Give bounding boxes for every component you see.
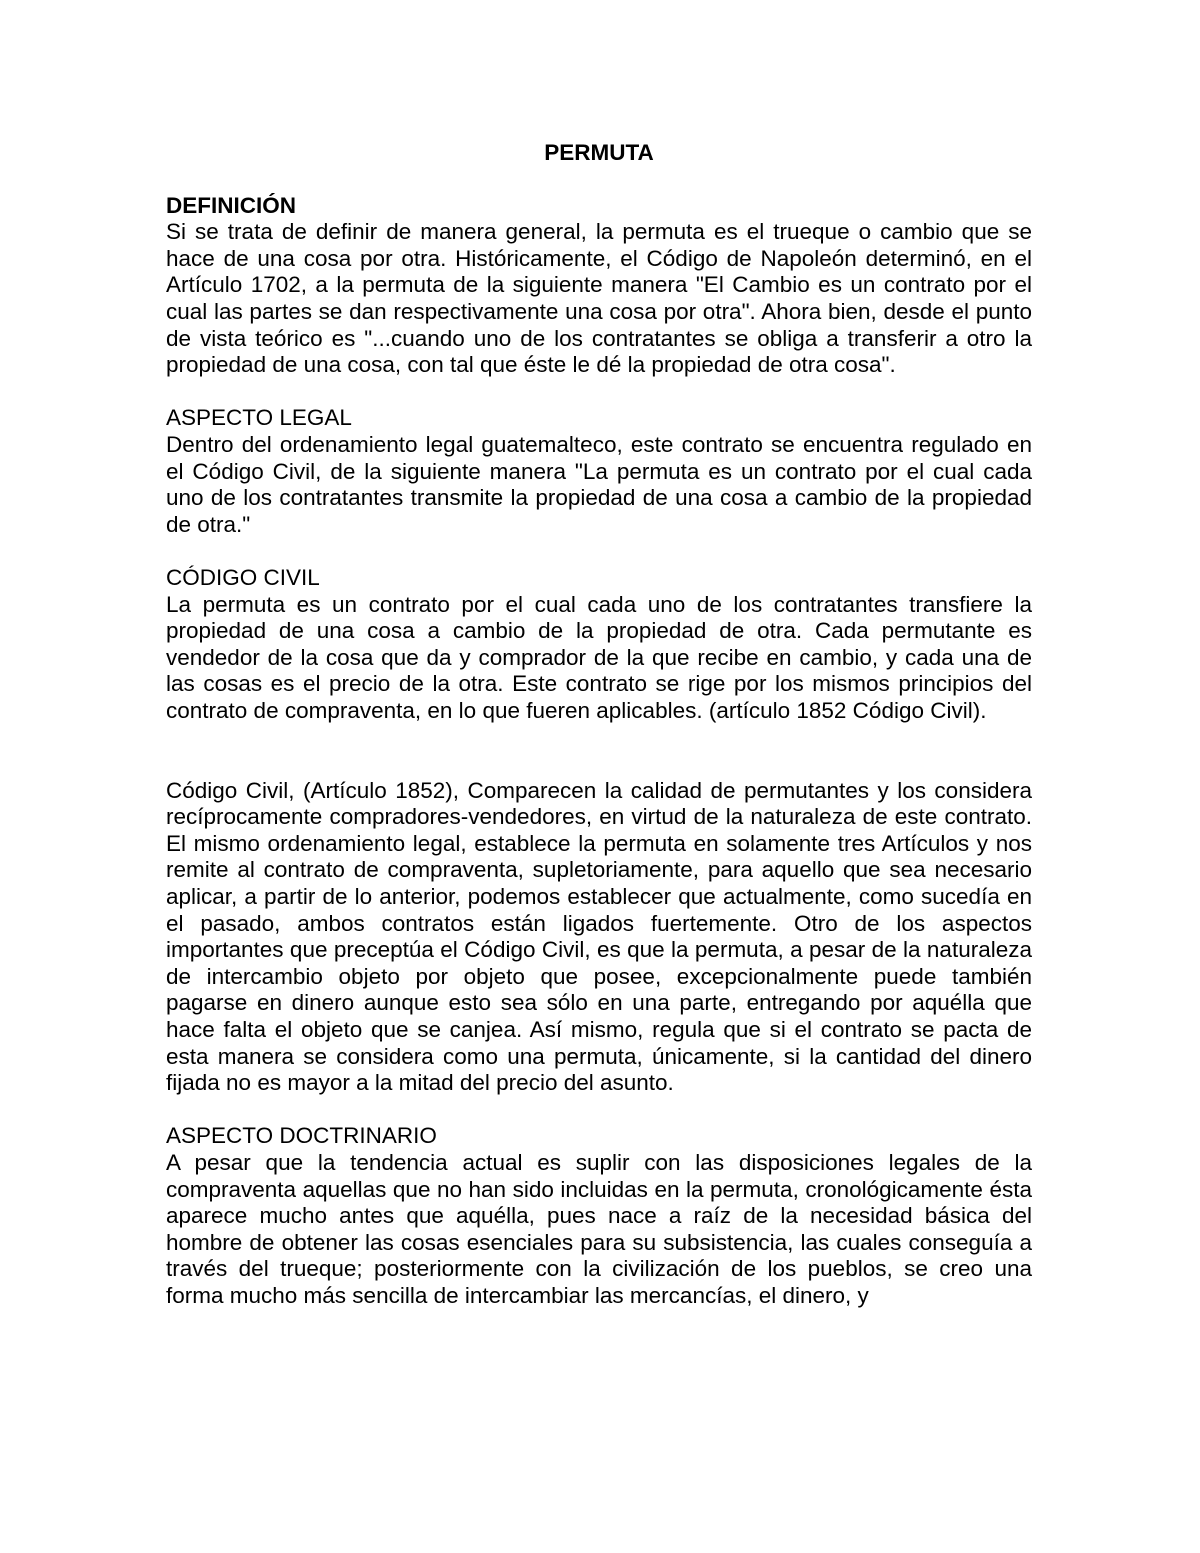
document-title: PERMUTA [544,140,654,165]
paragraph-spacer [166,724,1032,777]
paragraph-aspecto-doctrinario: A pesar que la tendencia actual es suplir con las disposiciones legales de la compraventa aquellas que no han sido incluidas en la permuta, cronológicamente ésta aparece mucho antes que aquélla, pues nace a raíz de la necesidad básica del hombre de obtener las cosas esenciales para su subsistencia, las cuales conseguía a través del trueque; posteriormente con la civilización de los pueblos, se creo una forma mucho más sencilla de intercambiar las mercancías, el dinero, y [166,1149,1032,1308]
heading-aspecto-legal: ASPECTO LEGAL [166,405,352,431]
paragraph-spacer [166,379,1032,406]
paragraph-codigo-civil: La permuta es un contrato por el cual cada uno de los contratantes transfiere la propiedad de una cosa a cambio de la propiedad de otra. Cada permutante es vendedor de la cosa que da y comprador de la que recibe en cambio, y cada una de las cosas es el precio de la otra. Este contrato se rige por los mismos principios del contrato de compraventa, en lo que fueren aplicables. (artículo 1852 Código Civil). [166,591,1032,723]
paragraph-spacer [166,1097,1032,1124]
heading-definicion: DEFINICIÓN [166,192,297,218]
heading-codigo-civil: CÓDIGO CIVIL [166,564,320,590]
heading-aspecto-doctrinario: ASPECTO DOCTRINARIO [166,1123,437,1149]
paragraph-spacer [166,538,1032,565]
paragraph-definicion: Si se trata de definir de manera general, la permuta es el trueque o cambio que se hace de una cosa por otra. Históricamente, el Código de Napoleón determinó, en el Artículo 1702, a la permuta de la siguiente manera "El Cambio es un contrato por el cual las partes se dan respectivamente una cosa por otra". Ahora bien, desde el punto de vista teórico es "...cuando uno de los contratantes se obliga a transferir a otro la propiedad de una cosa, con tal que éste le dé la propiedad de otra cosa". [166,219,1032,378]
document-content [166,140,1032,1310]
paragraph-codigo-civil-articulo: Código Civil, (Artículo 1852), Comparecen la calidad de permutantes y los considera recíprocamente compradores-vendedores, en virtud de la naturaleza de este contrato. El mismo ordenamiento legal, establece la permuta en solamente tres Artículos y nos remite al contrato de compraventa, supletoriamente, para aquello que sea necesario aplicar, a partir de lo anterior, podemos establecer que actualmente, como sucedía en el pasado, ambos contratos están ligados fuertemente. Otro de los aspectos importantes que preceptúa el Código Civil, es que la permuta, a pesar de la naturaleza de intercambio objeto por objeto que posee, excepcionalmente puede también pagarse en dinero aunque esto sea sólo en una parte, entregando por aquélla que hace falta el objeto que se canjea. Así mismo, regula que si el contrato se pacta de esta manera se considera como una permuta, únicamente, si la cantidad del dinero fijada no es mayor a la mitad del precio del asunto. [166,777,1032,1096]
paragraph-aspecto-legal: Dentro del ordenamiento legal guatemalteco, este contrato se encuentra regulado en el Código Civil, de la siguiente manera "La permuta es un contrato por el cual cada uno de los contratantes transmite la propiedad de una cosa a cambio de la propiedad de otra." [166,431,1032,537]
